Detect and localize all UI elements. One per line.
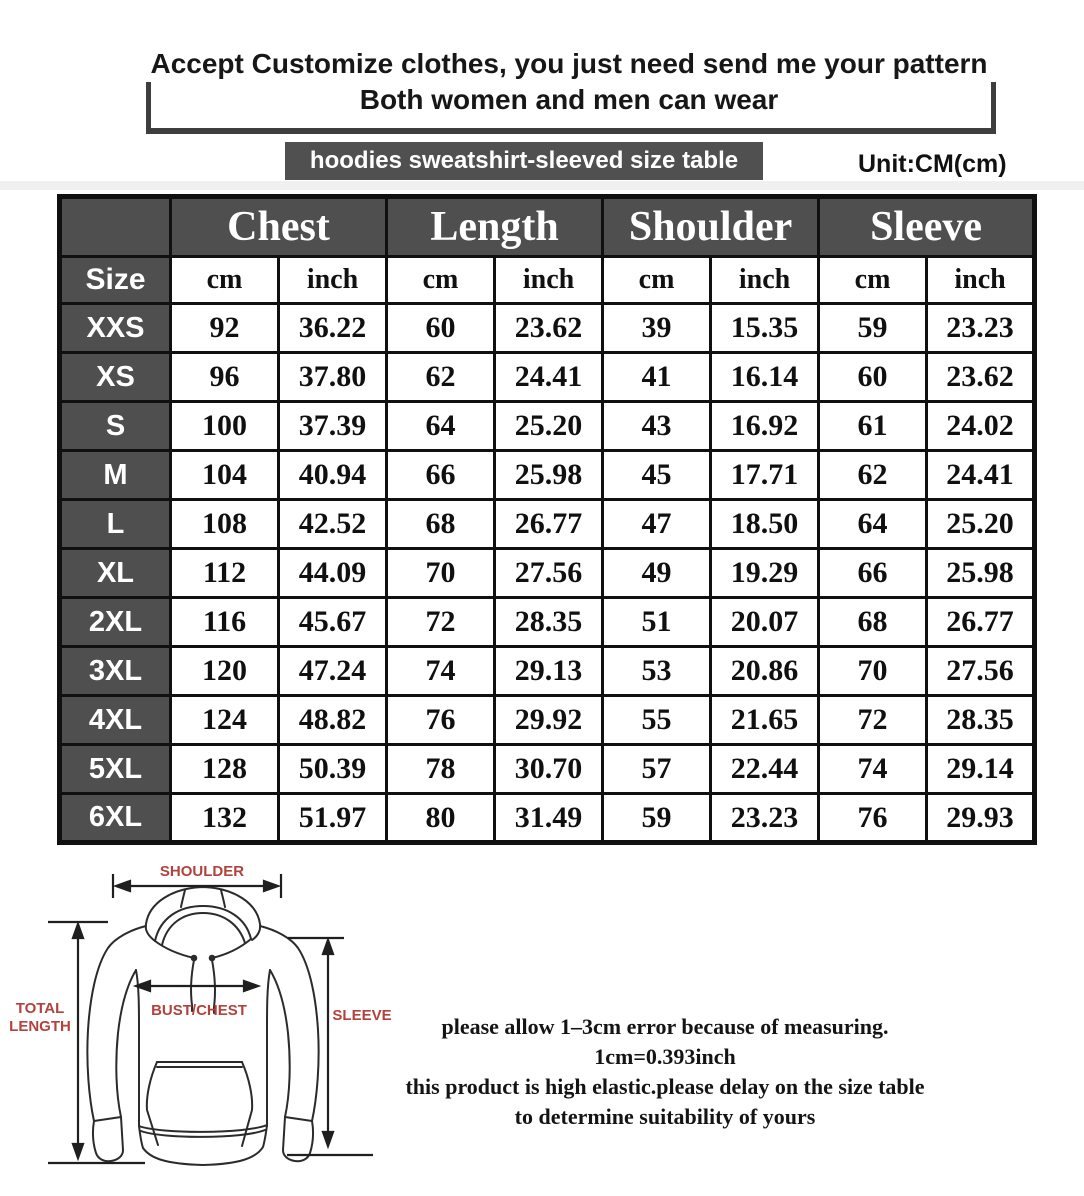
table-row bbox=[60, 745, 1035, 794]
group-header-shoulder: Shoulder bbox=[603, 197, 819, 257]
value-cell: 16.14 bbox=[711, 353, 819, 402]
value-cell: 72 bbox=[387, 598, 495, 647]
shoulder-label: SHOULDER bbox=[159, 863, 245, 880]
size-cell: S bbox=[60, 402, 171, 451]
value-cell: 36.22 bbox=[279, 304, 387, 353]
value-cell: 104 bbox=[171, 451, 279, 500]
total-length-label-2: LENGTH bbox=[9, 1018, 71, 1035]
value-cell: 116 bbox=[171, 598, 279, 647]
unit-header: inch bbox=[495, 257, 603, 304]
value-cell: 57 bbox=[603, 745, 711, 794]
value-cell: 25.98 bbox=[495, 451, 603, 500]
unit-header: cm bbox=[387, 257, 495, 304]
value-cell: 28.35 bbox=[495, 598, 603, 647]
note-line-4: to determine suitability of yours bbox=[514, 1104, 816, 1129]
sleeve-label: SLEEVE bbox=[332, 1007, 392, 1024]
value-cell: 26.77 bbox=[495, 500, 603, 549]
unit-header: cm bbox=[171, 257, 279, 304]
value-cell: 66 bbox=[387, 451, 495, 500]
value-cell: 27.56 bbox=[927, 647, 1035, 696]
value-cell: 76 bbox=[387, 696, 495, 745]
value-cell: 51.97 bbox=[279, 794, 387, 843]
value-cell: 50.39 bbox=[279, 745, 387, 794]
value-cell: 24.02 bbox=[927, 402, 1035, 451]
table-group-header-row bbox=[60, 197, 1035, 257]
value-cell: 17.71 bbox=[711, 451, 819, 500]
value-cell: 66 bbox=[819, 549, 927, 598]
value-cell: 31.49 bbox=[495, 794, 603, 843]
unit-header: cm bbox=[603, 257, 711, 304]
value-cell: 48.82 bbox=[279, 696, 387, 745]
value-cell: 22.44 bbox=[711, 745, 819, 794]
value-cell: 47.24 bbox=[279, 647, 387, 696]
value-cell: 41 bbox=[603, 353, 711, 402]
value-cell: 70 bbox=[387, 549, 495, 598]
value-cell: 74 bbox=[819, 745, 927, 794]
value-cell: 37.39 bbox=[279, 402, 387, 451]
total-length-label-1: TOTAL bbox=[15, 1000, 65, 1017]
table-row bbox=[60, 696, 1035, 745]
table-row bbox=[60, 549, 1035, 598]
value-cell: 70 bbox=[819, 647, 927, 696]
size-column-header: Size bbox=[60, 257, 171, 304]
unit-header: inch bbox=[711, 257, 819, 304]
value-cell: 61 bbox=[819, 402, 927, 451]
table-row bbox=[60, 451, 1035, 500]
value-cell: 30.70 bbox=[495, 745, 603, 794]
note-line-3: this product is high elastic.please delay on the size table bbox=[405, 1074, 925, 1099]
value-cell: 64 bbox=[819, 500, 927, 549]
bust-chest-label: BUST/CHEST bbox=[151, 1002, 247, 1019]
value-cell: 74 bbox=[387, 647, 495, 696]
value-cell: 42.52 bbox=[279, 500, 387, 549]
value-cell: 24.41 bbox=[927, 451, 1035, 500]
size-cell: 2XL bbox=[60, 598, 171, 647]
size-cell: 4XL bbox=[60, 696, 171, 745]
value-cell: 62 bbox=[819, 451, 927, 500]
corner-cell bbox=[60, 197, 171, 257]
value-cell: 25.20 bbox=[927, 500, 1035, 549]
value-cell: 132 bbox=[171, 794, 279, 843]
value-cell: 23.62 bbox=[927, 353, 1035, 402]
measurement-notes bbox=[330, 1012, 1000, 1132]
note-line-1: please allow 1–3cm error because of measuring. bbox=[441, 1014, 889, 1039]
value-cell: 112 bbox=[171, 549, 279, 598]
value-cell: 29.92 bbox=[495, 696, 603, 745]
value-cell: 53 bbox=[603, 647, 711, 696]
value-cell: 29.93 bbox=[927, 794, 1035, 843]
value-cell: 64 bbox=[387, 402, 495, 451]
value-cell: 68 bbox=[819, 598, 927, 647]
value-cell: 92 bbox=[171, 304, 279, 353]
value-cell: 21.65 bbox=[711, 696, 819, 745]
total-length-arrow bbox=[48, 922, 145, 1163]
title-line-2: Both women and men can wear bbox=[359, 84, 779, 115]
group-header-length: Length bbox=[387, 197, 603, 257]
value-cell: 124 bbox=[171, 696, 279, 745]
value-cell: 39 bbox=[603, 304, 711, 353]
title-line-1: Accept Customize clothes, you just need send me your pattern bbox=[150, 48, 988, 79]
table-row bbox=[60, 353, 1035, 402]
unit-header: inch bbox=[927, 257, 1035, 304]
value-cell: 25.20 bbox=[495, 402, 603, 451]
value-cell: 60 bbox=[819, 353, 927, 402]
value-cell: 29.14 bbox=[927, 745, 1035, 794]
value-cell: 26.77 bbox=[927, 598, 1035, 647]
table-row bbox=[60, 598, 1035, 647]
group-header-chest: Chest bbox=[171, 197, 387, 257]
value-cell: 29.13 bbox=[495, 647, 603, 696]
value-cell: 40.94 bbox=[279, 451, 387, 500]
value-cell: 15.35 bbox=[711, 304, 819, 353]
table-row bbox=[60, 647, 1035, 696]
value-cell: 47 bbox=[603, 500, 711, 549]
value-cell: 72 bbox=[819, 696, 927, 745]
size-cell: XS bbox=[60, 353, 171, 402]
value-cell: 23.23 bbox=[927, 304, 1035, 353]
size-cell: 5XL bbox=[60, 745, 171, 794]
value-cell: 55 bbox=[603, 696, 711, 745]
value-cell: 96 bbox=[171, 353, 279, 402]
size-table-body bbox=[60, 304, 1035, 843]
value-cell: 76 bbox=[819, 794, 927, 843]
divider-band bbox=[0, 181, 1084, 190]
value-cell: 60 bbox=[387, 304, 495, 353]
value-cell: 59 bbox=[603, 794, 711, 843]
value-cell: 80 bbox=[387, 794, 495, 843]
value-cell: 120 bbox=[171, 647, 279, 696]
value-cell: 68 bbox=[387, 500, 495, 549]
value-cell: 128 bbox=[171, 745, 279, 794]
value-cell: 45 bbox=[603, 451, 711, 500]
hoodie-drawing bbox=[87, 887, 318, 1165]
value-cell: 18.50 bbox=[711, 500, 819, 549]
bust-arrow bbox=[136, 981, 258, 991]
value-cell: 62 bbox=[387, 353, 495, 402]
table-row bbox=[60, 794, 1035, 843]
value-cell: 49 bbox=[603, 549, 711, 598]
value-cell: 20.86 bbox=[711, 647, 819, 696]
size-cell: XL bbox=[60, 549, 171, 598]
value-cell: 27.56 bbox=[495, 549, 603, 598]
size-cell: M bbox=[60, 451, 171, 500]
unit-header: inch bbox=[279, 257, 387, 304]
size-cell: L bbox=[60, 500, 171, 549]
value-cell: 20.07 bbox=[711, 598, 819, 647]
value-cell: 37.80 bbox=[279, 353, 387, 402]
group-header-sleeve: Sleeve bbox=[819, 197, 1035, 257]
value-cell: 59 bbox=[819, 304, 927, 353]
unit-label: Unit:CM(cm) bbox=[858, 150, 1007, 178]
value-cell: 25.98 bbox=[927, 549, 1035, 598]
table-title-banner: hoodies sweatshirt-sleeved size table bbox=[285, 142, 763, 180]
value-cell: 78 bbox=[387, 745, 495, 794]
value-cell: 100 bbox=[171, 402, 279, 451]
note-line-2: 1cm=0.393inch bbox=[594, 1044, 736, 1069]
value-cell: 19.29 bbox=[711, 549, 819, 598]
value-cell: 43 bbox=[603, 402, 711, 451]
value-cell: 45.67 bbox=[279, 598, 387, 647]
size-cell: 3XL bbox=[60, 647, 171, 696]
page-title bbox=[140, 46, 998, 118]
size-cell: 6XL bbox=[60, 794, 171, 843]
value-cell: 24.41 bbox=[495, 353, 603, 402]
value-cell: 23.62 bbox=[495, 304, 603, 353]
value-cell: 51 bbox=[603, 598, 711, 647]
size-table bbox=[57, 194, 1037, 845]
table-row bbox=[60, 304, 1035, 353]
value-cell: 44.09 bbox=[279, 549, 387, 598]
value-cell: 23.23 bbox=[711, 794, 819, 843]
size-cell: XXS bbox=[60, 304, 171, 353]
value-cell: 108 bbox=[171, 500, 279, 549]
value-cell: 28.35 bbox=[927, 696, 1035, 745]
value-cell: 16.92 bbox=[711, 402, 819, 451]
unit-header: cm bbox=[819, 257, 927, 304]
table-unit-header-row bbox=[60, 257, 1035, 304]
table-row bbox=[60, 402, 1035, 451]
table-row bbox=[60, 500, 1035, 549]
